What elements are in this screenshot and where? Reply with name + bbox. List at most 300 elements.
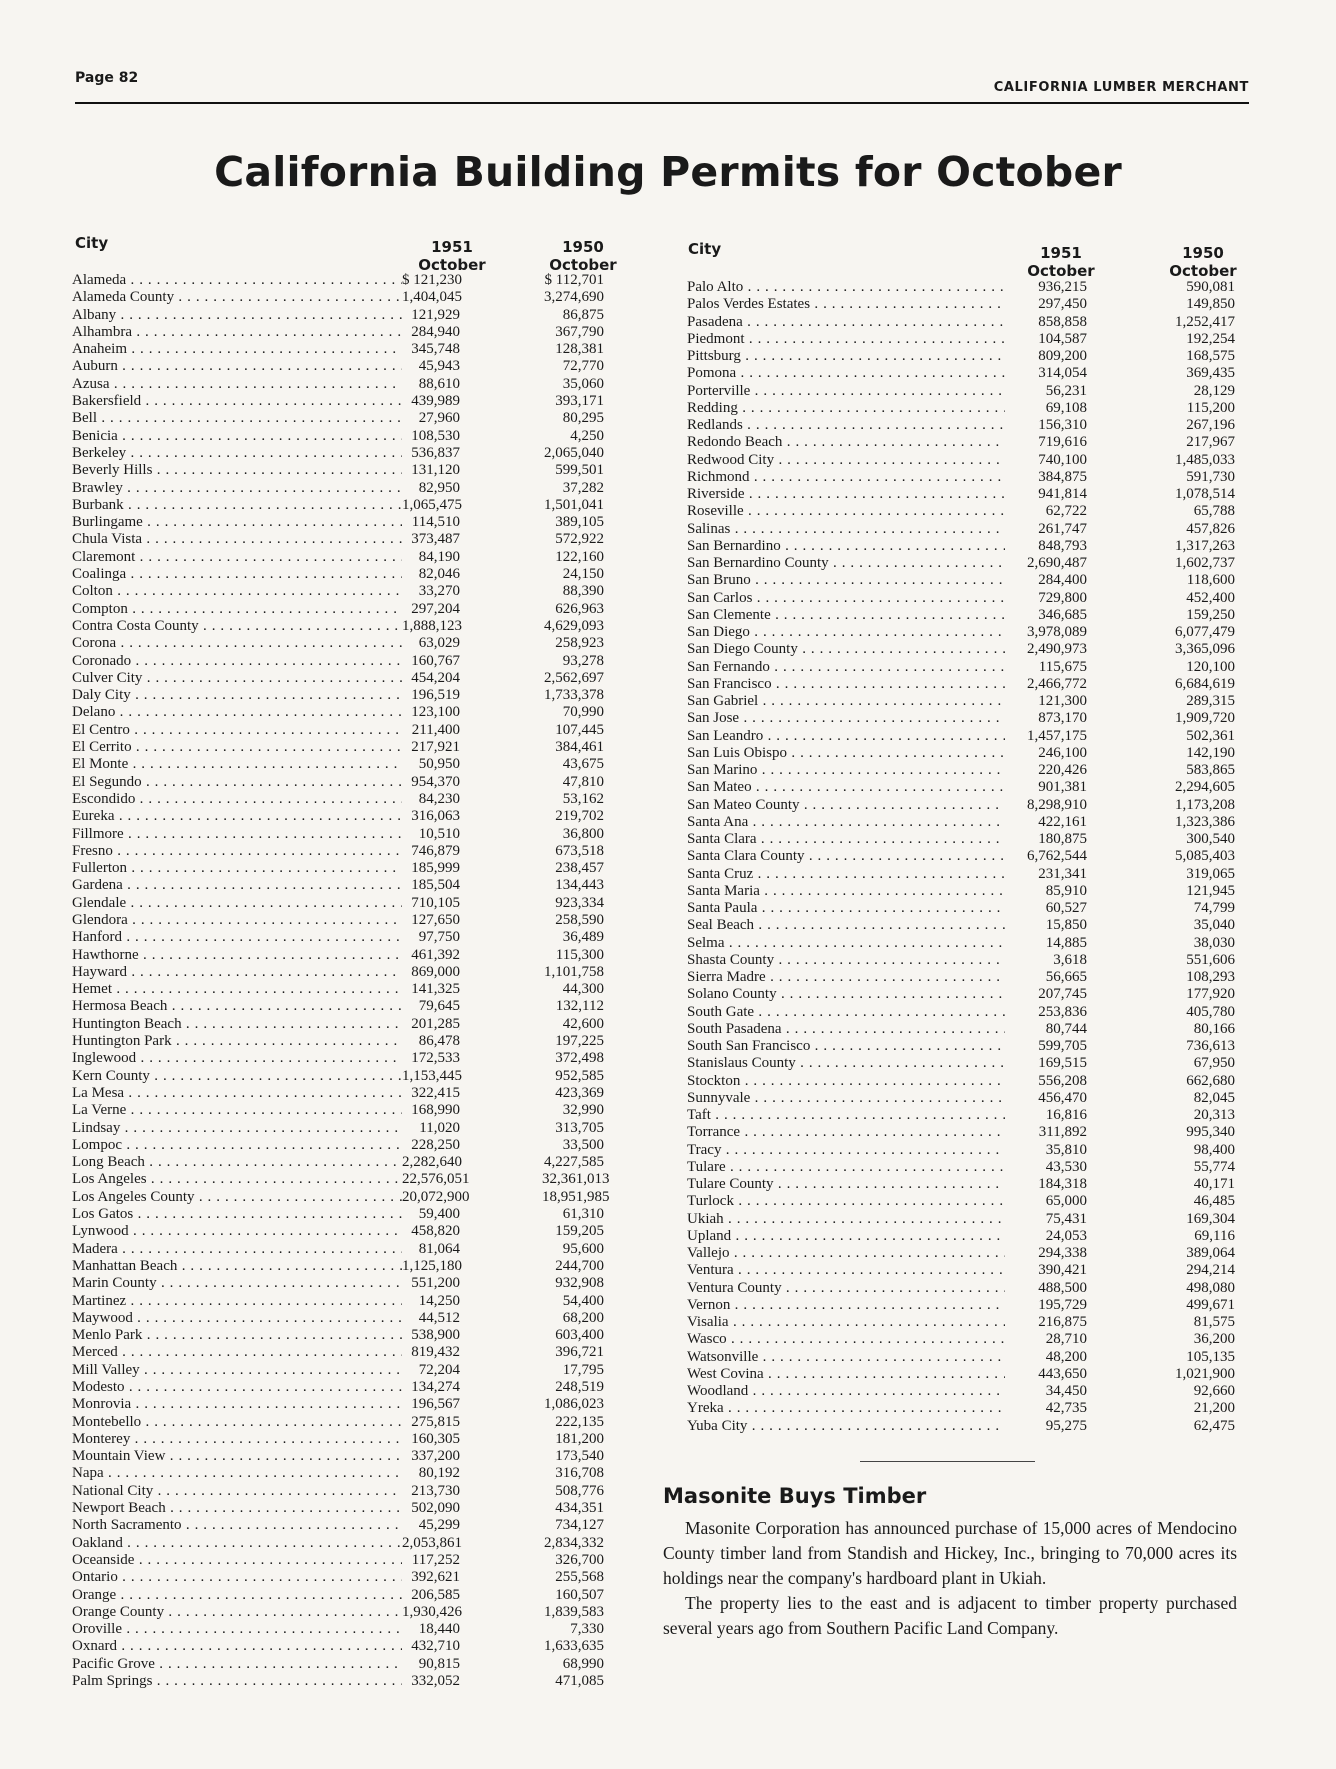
permit-value-1950: 53,162	[562, 790, 604, 807]
permit-value-1950: 389,105	[555, 514, 604, 531]
permit-value-1950: 572,922	[555, 531, 604, 548]
table-row	[687, 590, 1247, 607]
permit-value-1950: 92,660	[1193, 1383, 1235, 1399]
table-row	[72, 877, 632, 894]
permit-value-1950: 502,361	[1186, 727, 1235, 744]
permit-value-1950: 673,518	[555, 842, 604, 859]
table-row	[687, 779, 1247, 796]
city-name: Azusa . . .	[72, 376, 402, 393]
city-name: Beverly Hills . . .	[72, 462, 402, 479]
city-name: Colton . . .	[72, 583, 402, 600]
permit-value-1951: 6,762,544	[1027, 848, 1087, 865]
city-name: Martinez . . .	[72, 1293, 402, 1310]
city-name: Ventura County . . .	[687, 1280, 1005, 1297]
city-name: Sierra Madre . . .	[687, 969, 1005, 986]
city-name: Solano County . . .	[687, 986, 1005, 1003]
table-row	[72, 1171, 632, 1188]
article-divider	[860, 1461, 1035, 1462]
permit-value-1951: 14,885	[1045, 934, 1087, 951]
permit-value-1951: 294,338	[1038, 1245, 1087, 1261]
permit-value-1950: 80,166	[1193, 1020, 1235, 1037]
permit-value-1951: 710,105	[411, 894, 460, 911]
permit-value-1951: 18,440	[418, 1621, 460, 1638]
table-row	[72, 808, 632, 825]
right-1950-year: 1950	[1182, 244, 1224, 262]
permit-value-1950: 1,021,900	[1175, 1365, 1235, 1382]
permit-value-1951: 108,530	[411, 427, 460, 444]
permit-value-1951: 314,054	[1038, 365, 1087, 382]
city-name: Riverside . . .	[687, 486, 1005, 503]
permit-value-1951: 211,400	[411, 721, 460, 738]
permit-value-1950: 326,700	[555, 1551, 604, 1568]
permit-value-1951: 740,100	[1038, 451, 1087, 468]
permit-value-1951: 95,275	[1045, 1417, 1087, 1434]
table-row	[687, 883, 1247, 900]
permit-value-1951: 297,204	[411, 600, 460, 617]
city-name: Lompoc . . .	[72, 1137, 402, 1154]
table-row	[72, 635, 632, 652]
table-row	[72, 947, 632, 964]
city-name: San Mateo County . . .	[687, 797, 1005, 814]
table-row	[687, 521, 1247, 538]
permit-value-1950: 626,963	[555, 600, 604, 617]
page-number: Page 82	[75, 70, 139, 86]
city-name: Sunnyvale . . .	[687, 1090, 1005, 1107]
table-row	[687, 624, 1247, 641]
permit-value-1951: 184,318	[1038, 1176, 1087, 1192]
permit-value-1950: 24,150	[562, 566, 604, 583]
city-name: Redwood City . . .	[687, 452, 1005, 469]
permit-value-1950: 36,489	[562, 929, 604, 946]
permit-value-1951: 461,392	[411, 946, 460, 963]
permit-value-1950: 289,315	[1186, 693, 1235, 709]
city-name: Oroville . . .	[72, 1621, 402, 1638]
table-row	[72, 1189, 632, 1206]
permit-value-1950: 923,334	[555, 894, 604, 911]
permit-value-1950: $ 112,701	[544, 272, 604, 288]
permit-value-1950: 316,708	[555, 1465, 604, 1482]
city-name: Claremont . . .	[72, 549, 402, 566]
right-1951-month: October	[1027, 262, 1095, 280]
city-name: Auburn . . .	[72, 358, 402, 375]
table-row	[687, 1159, 1247, 1176]
permit-value-1950: 149,850	[1186, 296, 1235, 313]
permit-value-1951: 79,645	[418, 998, 460, 1015]
city-name: Shasta County . . .	[687, 952, 1005, 969]
table-row	[687, 641, 1247, 658]
table-row	[72, 1137, 632, 1154]
table-row	[72, 1154, 632, 1171]
table-row	[72, 462, 632, 479]
city-name: Santa Maria . . .	[687, 883, 1005, 900]
city-name: Compton . . .	[72, 601, 402, 618]
permit-value-1950: 197,225	[555, 1033, 604, 1050]
table-row	[687, 1349, 1247, 1366]
permit-value-1951: 819,432	[411, 1344, 460, 1361]
table-row	[72, 653, 632, 670]
permit-value-1950: 267,196	[1186, 417, 1235, 433]
permit-value-1951: 84,190	[418, 548, 460, 565]
table-row	[687, 452, 1247, 469]
permit-value-1951: 311,892	[1038, 1124, 1087, 1141]
table-row	[72, 531, 632, 548]
table-row	[72, 895, 632, 912]
permit-value-1950: 36,200	[1193, 1331, 1235, 1348]
permit-value-1950: 294,214	[1186, 1262, 1235, 1279]
table-row	[72, 1223, 632, 1240]
table-row	[72, 791, 632, 808]
city-name: San Mateo . . .	[687, 779, 1005, 796]
city-name: Hermosa Beach . . .	[72, 998, 402, 1015]
table-row	[72, 480, 632, 497]
table-row	[687, 383, 1247, 400]
article-paragraph: Masonite Corporation has announced purchase of 15,000 acres of Mendocino County timber land from Standish and Hickey, Inc., bringing to 70,000 acres its holdings near the company's hardboard plant in Ukiah.	[663, 1518, 1237, 1588]
table-row	[687, 676, 1247, 693]
city-name: Salinas . . .	[687, 521, 1005, 538]
permit-value-1950: 952,585	[555, 1067, 604, 1084]
city-name: San Leandro . . .	[687, 728, 1005, 745]
permit-value-1951: 72,204	[418, 1361, 460, 1378]
city-name: Merced . . .	[72, 1344, 402, 1361]
city-name: Taft . . .	[687, 1107, 1005, 1124]
table-row	[72, 410, 632, 427]
table-row	[687, 728, 1247, 745]
table-row	[72, 1120, 632, 1137]
city-name: Napa . . .	[72, 1465, 402, 1482]
permit-value-1951: 246,100	[1038, 744, 1087, 761]
permit-value-1950: 98,400	[1193, 1141, 1235, 1158]
table-row	[72, 289, 632, 306]
city-name: Fresno . . .	[72, 843, 402, 860]
permit-value-1951: 284,400	[1038, 572, 1087, 589]
table-row	[687, 434, 1247, 451]
permit-value-1951: 207,745	[1038, 986, 1087, 1003]
permit-value-1951: 15,850	[1045, 917, 1087, 934]
permit-value-1950: 423,369	[555, 1084, 604, 1101]
table-row	[72, 1517, 632, 1534]
city-name: Manhattan Beach . . .	[72, 1258, 402, 1275]
city-name: National City . . .	[72, 1483, 402, 1500]
permit-value-1951: 1,457,175	[1027, 727, 1087, 744]
table-row	[72, 860, 632, 877]
city-name: Corona . . .	[72, 635, 402, 652]
permit-value-1951: 458,820	[411, 1223, 460, 1240]
table-row	[687, 659, 1247, 676]
city-name: Redlands . . .	[687, 417, 1005, 434]
permit-value-1951: 346,685	[1038, 606, 1087, 623]
permit-value-1951: 84,230	[418, 790, 460, 807]
city-name: Delano . . .	[72, 704, 402, 721]
permit-value-1950: 68,990	[562, 1655, 604, 1672]
permit-value-1950: 300,540	[1186, 831, 1235, 847]
city-name: Pittsburg . . .	[687, 348, 1005, 365]
permit-value-1951: 297,450	[1038, 296, 1087, 313]
permit-value-1951: 901,381	[1038, 779, 1087, 796]
city-name: Santa Paula . . .	[687, 900, 1005, 917]
permit-value-1951: 8,298,910	[1027, 796, 1087, 813]
permit-value-1951: 443,650	[1038, 1365, 1087, 1382]
permit-value-1950: 238,457	[555, 860, 604, 877]
table-row	[687, 866, 1247, 883]
permit-value-1951: 50,950	[418, 756, 460, 773]
table-row	[72, 1050, 632, 1067]
table-row	[687, 745, 1247, 762]
permit-value-1950: 81,575	[1193, 1314, 1235, 1330]
permit-value-1950: 1,839,583	[544, 1603, 604, 1620]
permit-value-1950: 17,795	[562, 1361, 604, 1378]
table-row	[72, 601, 632, 618]
table-row	[72, 358, 632, 375]
permit-value-1950: 35,040	[1193, 917, 1235, 934]
permit-value-1950: 72,770	[562, 358, 604, 375]
city-name: Menlo Park . . .	[72, 1327, 402, 1344]
permit-value-1950: 736,613	[1186, 1038, 1235, 1054]
permit-value-1950: 405,780	[1186, 1003, 1235, 1020]
permit-value-1951: 2,690,487	[1027, 555, 1087, 571]
permit-value-1950: 372,498	[555, 1050, 604, 1067]
permit-value-1950: 367,790	[555, 323, 604, 340]
permit-value-1950: 36,800	[562, 825, 604, 842]
permit-value-1950: 1,086,023	[544, 1396, 604, 1413]
table-row	[72, 1604, 632, 1621]
permit-value-1950: 115,200	[1186, 399, 1235, 416]
permit-value-1951: 332,052	[411, 1673, 460, 1690]
table-row	[72, 1500, 632, 1517]
city-name: El Centro . . .	[72, 722, 402, 739]
article-headline: Masonite Buys Timber	[663, 1484, 927, 1508]
city-name: Coronado . . .	[72, 653, 402, 670]
city-name: South Pasadena . . .	[687, 1021, 1005, 1038]
permit-value-1951: 216,875	[1038, 1314, 1087, 1330]
table-row	[687, 1107, 1247, 1124]
city-name: Vallejo . . .	[687, 1245, 1005, 1262]
city-name: El Cerrito . . .	[72, 739, 402, 756]
table-row	[687, 279, 1247, 296]
table-row	[72, 843, 632, 860]
table-row	[687, 1400, 1247, 1417]
permit-value-1951: 127,650	[411, 911, 460, 928]
city-name: Stanislaus County . . .	[687, 1055, 1005, 1072]
permit-value-1950: 173,540	[555, 1448, 604, 1465]
permit-value-1951: 27,960	[418, 410, 460, 427]
permit-value-1950: 591,730	[1186, 468, 1235, 485]
city-name: Los Gatos . . .	[72, 1206, 402, 1223]
permit-value-1950: 65,788	[1193, 503, 1235, 520]
table-row	[72, 1310, 632, 1327]
city-name: Palo Alto . . .	[687, 279, 1005, 296]
city-name: Tracy . . .	[687, 1142, 1005, 1159]
table-row	[687, 486, 1247, 503]
permit-value-1951: 253,836	[1038, 1003, 1087, 1020]
city-name: West Covina . . .	[687, 1366, 1005, 1383]
permit-value-1950: 244,700	[555, 1257, 604, 1274]
table-row	[72, 1587, 632, 1604]
city-name: Lindsay . . .	[72, 1120, 402, 1137]
permit-value-1950: 107,445	[555, 721, 604, 738]
permit-value-1951: 488,500	[1038, 1279, 1087, 1296]
permit-value-1950: 1,909,720	[1175, 710, 1235, 727]
permit-value-1951: 954,370	[411, 773, 460, 790]
city-name: Inglewood . . .	[72, 1050, 402, 1067]
table-row	[72, 1535, 632, 1552]
city-name: Orange County . . .	[72, 1604, 402, 1621]
table-row	[687, 1193, 1247, 1210]
permit-value-1951: 536,837	[411, 444, 460, 461]
table-row	[72, 428, 632, 445]
city-name: Piedmont . . .	[687, 331, 1005, 348]
table-row	[72, 307, 632, 324]
permit-value-1951: 1,065,475	[402, 496, 462, 513]
permit-value-1951: 80,744	[1045, 1020, 1087, 1037]
city-name: Ontario . . .	[72, 1569, 402, 1586]
permit-value-1951: 809,200	[1038, 348, 1087, 364]
city-name: Roseville . . .	[687, 503, 1005, 520]
city-name: Watsonville . . .	[687, 1349, 1005, 1366]
permit-value-1950: 4,629,093	[544, 617, 604, 634]
publication-name: CALIFORNIA LUMBER MERCHANT	[993, 80, 1249, 95]
table-row	[687, 1055, 1247, 1072]
city-name: Marin County . . .	[72, 1275, 402, 1292]
permit-value-1951: 941,814	[1038, 486, 1087, 502]
table-row	[72, 566, 632, 583]
permit-value-1950: 118,600	[1186, 572, 1235, 589]
permit-value-1951: 59,400	[418, 1206, 460, 1223]
table-row	[72, 1431, 632, 1448]
permit-value-1951: 44,512	[418, 1309, 460, 1326]
permit-value-1950: 37,282	[562, 479, 604, 496]
left-1951-header	[412, 238, 492, 274]
table-row	[72, 1293, 632, 1310]
permit-value-1950: 192,254	[1186, 330, 1235, 347]
table-row	[687, 1004, 1247, 1021]
permit-value-1951: 196,519	[411, 687, 460, 704]
permit-value-1951: 121,929	[411, 306, 460, 323]
city-name: Richmond . . .	[687, 469, 1005, 486]
table-row	[72, 445, 632, 462]
permit-value-1950: 995,340	[1186, 1124, 1235, 1141]
table-row	[687, 1142, 1247, 1159]
permit-value-1951: 81,064	[418, 1240, 460, 1257]
left-city-header: City	[75, 234, 109, 252]
table-row	[72, 670, 632, 687]
permit-value-1950: 28,129	[1193, 382, 1235, 399]
table-row	[687, 1176, 1247, 1193]
table-row	[72, 1206, 632, 1223]
table-row	[72, 1465, 632, 1482]
permit-value-1951: 123,100	[411, 704, 460, 721]
permit-value-1950: 590,081	[1186, 279, 1235, 295]
city-name: San Luis Obispo . . .	[687, 745, 1005, 762]
table-row	[687, 969, 1247, 986]
table-row	[687, 469, 1247, 486]
permit-value-1951: 10,510	[418, 825, 460, 842]
permit-value-1951: 160,767	[411, 652, 460, 669]
permit-value-1950: 108,293	[1186, 969, 1235, 985]
permit-value-1951: 1,930,426	[402, 1603, 462, 1620]
city-name: Pomona . . .	[687, 365, 1005, 382]
table-row	[72, 1448, 632, 1465]
permit-value-1951: 45,299	[418, 1517, 460, 1534]
right-1950-month: October	[1169, 262, 1237, 280]
permit-value-1951: 90,815	[418, 1655, 460, 1672]
table-row	[72, 324, 632, 341]
permit-value-1950: 498,080	[1186, 1279, 1235, 1296]
permit-value-1950: 3,274,690	[544, 289, 604, 306]
city-name: Oceanside . . .	[72, 1552, 402, 1569]
permit-value-1951: 439,989	[411, 393, 460, 410]
permit-value-1950: 67,950	[1193, 1055, 1235, 1072]
permit-value-1951: 201,285	[411, 1015, 460, 1032]
permit-value-1950: 38,030	[1193, 934, 1235, 951]
city-name: Montebello . . .	[72, 1414, 402, 1431]
table-row	[72, 722, 632, 739]
table-row	[72, 1102, 632, 1119]
permit-value-1950: 47,810	[562, 773, 604, 790]
page-title: California Building Permits for October	[214, 148, 1122, 196]
city-name: Woodland . . .	[687, 1383, 1005, 1400]
left-1950-year: 1950	[562, 238, 604, 256]
table-row	[72, 912, 632, 929]
table-row	[72, 272, 632, 289]
city-name: Benicia . . .	[72, 428, 402, 445]
city-name: Eureka . . .	[72, 808, 402, 825]
city-name: Santa Cruz . . .	[687, 866, 1005, 883]
table-row	[687, 417, 1247, 434]
table-row	[72, 1483, 632, 1500]
permit-value-1951: 115,675	[1038, 658, 1087, 675]
city-name: Bell . . .	[72, 410, 402, 427]
city-name: Kern County . . .	[72, 1068, 402, 1085]
permit-value-1951: 56,665	[1045, 969, 1087, 985]
permit-value-1951: 217,921	[411, 739, 460, 756]
permit-value-1951: 3,618	[1053, 951, 1087, 968]
table-row	[72, 1068, 632, 1085]
city-name: Glendora . . .	[72, 912, 402, 929]
table-row	[687, 762, 1247, 779]
table-row	[72, 583, 632, 600]
city-name: El Segundo . . .	[72, 774, 402, 791]
table-row	[687, 331, 1247, 348]
permit-value-1951: 719,616	[1038, 434, 1087, 451]
permit-value-1951: 392,621	[411, 1569, 460, 1586]
permit-value-1951: 104,587	[1038, 330, 1087, 347]
city-name: Long Beach . . .	[72, 1154, 402, 1171]
left-1950-month: October	[549, 256, 617, 274]
table-row	[687, 400, 1247, 417]
city-name: Madera . . .	[72, 1241, 402, 1258]
permit-value-1950: 142,190	[1186, 744, 1235, 761]
permit-value-1950: 389,064	[1186, 1245, 1235, 1261]
city-name: Contra Costa County . . .	[72, 618, 402, 635]
city-name: Tulare County . . .	[687, 1176, 1005, 1193]
permit-value-1951: 746,879	[411, 842, 460, 859]
city-name: Monterey . . .	[72, 1431, 402, 1448]
city-name: Anaheim . . .	[72, 341, 402, 358]
permit-value-1951: 848,793	[1038, 537, 1087, 554]
permit-value-1951: 195,729	[1038, 1296, 1087, 1313]
city-name: Glendale . . .	[72, 895, 402, 912]
table-row	[687, 1021, 1247, 1038]
permit-value-1951: 65,000	[1045, 1193, 1087, 1210]
permit-value-1950: 603,400	[555, 1327, 604, 1344]
permit-value-1951: 869,000	[411, 963, 460, 980]
table-row	[72, 1241, 632, 1258]
permit-value-1951: 97,750	[418, 929, 460, 946]
permit-value-1951: $ 121,230	[402, 272, 462, 288]
permit-value-1950: 4,227,585	[544, 1154, 604, 1171]
permit-value-1951: 86,478	[418, 1033, 460, 1050]
permit-value-1951: 2,466,772	[1027, 675, 1087, 692]
